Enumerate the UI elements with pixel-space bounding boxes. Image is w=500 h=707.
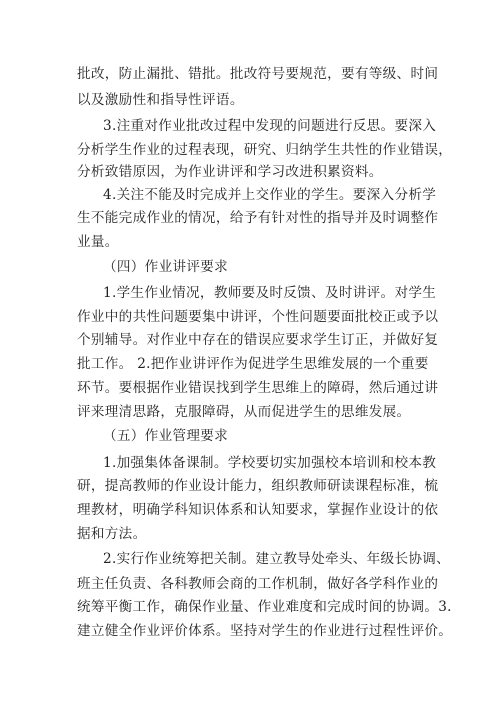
text-line: 统筹平衡工作，确保作业量、作业难度和完成时间的协调。3.	[77, 599, 452, 615]
text-line: 个别辅导。对作业中存在的错误应要求学生订正，并做好复	[77, 332, 439, 348]
section-heading: （四）作业讲评要求	[103, 259, 229, 275]
section-heading: （五）作业管理要求	[103, 428, 229, 444]
text-line: 业量。	[77, 234, 119, 250]
text-line: 作业中的共性问题要集中讲评，个性问题要面批校正或予以	[77, 309, 439, 325]
text-line: 建立健全作业评价体系。坚持对学生的作业进行过程性评价。	[77, 623, 453, 639]
text-line: 4.关注不能及时完成并上交作业的学生。要深入分析学	[103, 187, 437, 203]
text-line: 分析学生作业的过程表现，研究、归纳学生共性的作业错误，	[77, 142, 453, 158]
text-line: 批改，防止漏批、错批。批改符号要规范，要有等级、时间	[77, 66, 439, 82]
text-line: 3.注重对作业批改过程中发现的问题进行反思。要深入	[103, 118, 437, 134]
text-line: 生不能完成作业的情况，给予有针对性的指导并及时调整作	[77, 210, 439, 226]
text-line: 班主任负责、各科教师会商的工作机制，做好各学科作业的	[77, 576, 439, 592]
text-line: 批工作。 2.把作业讲评作为促进学生思维发展的一个重要	[77, 356, 429, 372]
text-line: 评来理清思路，克服障碍，从而促进学生的思维发展。	[77, 404, 411, 420]
text-line: 环节。要根据作业错误找到学生思维上的障碍，然后通过讲	[77, 380, 439, 396]
text-line: 分析致错原因，为作业讲评和学习改进积累资料。	[77, 164, 383, 180]
text-line: 1.加强集体备课制。学校要切实加强校本培训和校本教	[103, 455, 437, 471]
text-line: 理教材，明确学科知识体系和认知要求，掌握作业设计的依	[77, 502, 439, 518]
text-line: 以及激励性和指导性评语。	[77, 92, 244, 108]
text-line: 1.学生作业情况，教师要及时反馈、及时讲评。对学生	[103, 285, 437, 301]
text-line: 据和方法。	[77, 526, 147, 542]
text-line: 2.实行作业统筹把关制。建立教导处牵头、年级长协调、	[103, 551, 451, 567]
text-line: 研，提高教师的作业设计能力，组织教师研读课程标准，梳	[77, 478, 439, 494]
